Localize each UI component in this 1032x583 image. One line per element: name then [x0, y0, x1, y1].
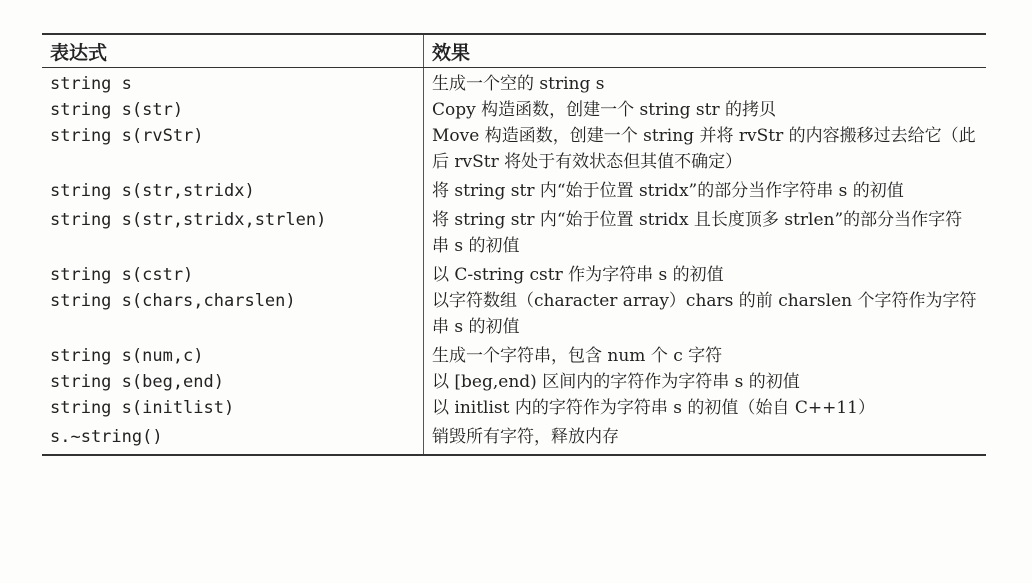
effect-cell: 将 string str 内“始于位置 stridx”的部分当作字符串 s 的初值	[432, 181, 904, 201]
table-row	[42, 178, 986, 207]
expression-cell: string s(chars,charslen)	[42, 288, 424, 343]
effect-cell: 销毁所有字符，释放内存	[432, 427, 619, 447]
header-effect: 效果	[424, 34, 987, 68]
expression-cell: string s(str)	[42, 97, 424, 123]
effect-cell: Copy 构造函数，创建一个 string str 的拷贝	[432, 100, 776, 120]
table-row	[42, 262, 986, 288]
table-row	[42, 424, 986, 455]
expression-cell: string s(str,stridx)	[42, 178, 424, 207]
table-row	[42, 207, 986, 262]
expression-cell: string s(cstr)	[42, 262, 424, 288]
effect-cell: 以字符数组（character array）chars 的前 charslen 个字符作为字符串 s 的初值	[432, 291, 977, 337]
expression-cell: string s(rvStr)	[42, 123, 424, 178]
expression-cell: string s(str,stridx,strlen)	[42, 207, 424, 262]
effect-cell: 以 [beg,end) 区间内的字符作为字符串 s 的初值	[432, 372, 800, 392]
table-row	[42, 288, 986, 343]
effect-cell: 生成一个空的 string s	[432, 74, 605, 94]
effect-cell: Move 构造函数，创建一个 string 并将 rvStr 的内容搬移过去给它（此后 rvStr 将处于有效状态但其值不确定）	[432, 126, 976, 172]
expression-cell: s.~string()	[42, 424, 424, 455]
table-row	[42, 369, 986, 395]
effect-cell: 生成一个字符串，包含 num 个 c 字符	[432, 346, 723, 366]
table-row	[42, 123, 986, 178]
expression-cell: string s(num,c)	[42, 343, 424, 369]
expression-cell: string s(initlist)	[42, 395, 424, 424]
table-row	[42, 343, 986, 369]
expression-cell: string s	[42, 68, 424, 98]
expression-cell: string s(beg,end)	[42, 369, 424, 395]
header-expression: 表达式	[42, 34, 424, 68]
string-constructors-table	[42, 33, 986, 456]
table-row	[42, 395, 986, 424]
table-row	[42, 97, 986, 123]
table-row	[42, 68, 986, 98]
effect-cell: 将 string str 内“始于位置 stridx 且长度顶多 strlen”的部分当作字符串 s 的初值	[432, 210, 963, 256]
table-header-row	[42, 34, 986, 68]
effect-cell: 以 initlist 内的字符作为字符串 s 的初值（始自 C++11）	[432, 398, 875, 418]
effect-cell: 以 C-string cstr 作为字符串 s 的初值	[432, 265, 724, 285]
